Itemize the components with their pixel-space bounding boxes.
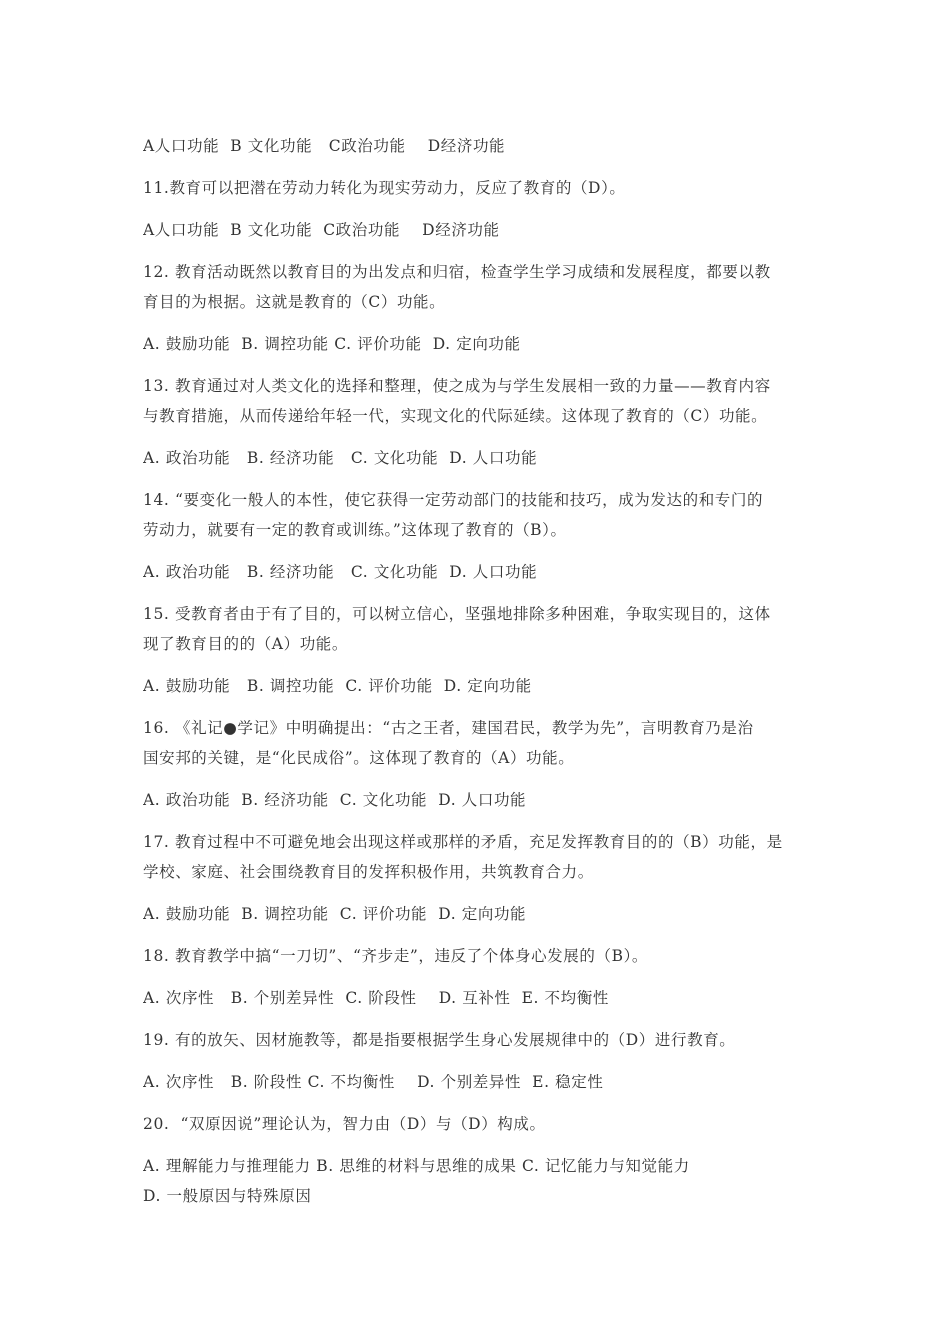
text-line: A. 鼓励功能 B. 调控功能 C. 评价功能 D. 定向功能 [143, 677, 532, 695]
question-stem [143, 371, 811, 431]
question-stem [143, 1025, 811, 1055]
question-stem [143, 827, 811, 887]
text-line: 16. 《礼记●学记》中明确提出：“古之王者，建国君民，教学为先”，言明教育乃是治 [143, 719, 754, 737]
question-stem [143, 713, 811, 773]
text-line: 育目的为根据。这就是教育的（C）功能。 [143, 293, 446, 311]
text-line: A. 政治功能 B. 经济功能 C. 文化功能 D. 人口功能 [143, 563, 538, 581]
question-stem [143, 1109, 811, 1139]
text-line: 与教育措施，从而传递给年轻一代，实现文化的代际延续。这体现了教育的（C）功能。 [143, 407, 768, 425]
document-content [143, 131, 811, 1211]
text-line: A. 次序性 B. 阶段性 C. 不均衡性 D. 个别差异性 E. 稳定性 [143, 1073, 604, 1091]
answer-options [143, 443, 811, 473]
text-line: 20. “双原因说”理论认为，智力由（D）与（D）构成。 [143, 1115, 546, 1133]
text-line: A. 次序性 B. 个别差异性 C. 阶段性 D. 互补性 E. 不均衡性 [143, 989, 609, 1007]
text-line: 18. 教育教学中搞“一刀切”、“齐步走”，违反了个体身心发展的（B）。 [143, 947, 649, 965]
text-line: 13. 教育通过对人类文化的选择和整理，使之成为与学生发展相一致的力量——教育内容 [143, 377, 771, 395]
text-line: 19. 有的放矢、因材施教等，都是指要根据学生身心发展规律中的（D）进行教育。 [143, 1031, 736, 1049]
text-line: D. 一般原因与特殊原因 [143, 1187, 312, 1205]
answer-options [143, 983, 811, 1013]
question-stem [143, 173, 811, 203]
question-stem [143, 941, 811, 971]
answer-options [143, 671, 811, 701]
text-line: 劳动力，就要有一定的教育或训练。”这体现了教育的（B）。 [143, 521, 567, 539]
answer-options [143, 329, 811, 359]
text-line: 12. 教育活动既然以教育目的为出发点和归宿，检查学生学习成绩和发展程度，都要以教 [143, 263, 771, 281]
answer-options [143, 215, 811, 245]
text-line: 现了教育目的的（A）功能。 [143, 635, 348, 653]
text-line: 国安邦的关键，是“化民成俗”。这体现了教育的（A）功能。 [143, 749, 575, 767]
text-line: A人口功能 B 文化功能 C政治功能 D经济功能 [143, 221, 500, 239]
answer-options [143, 131, 811, 161]
text-line: A. 鼓励功能 B. 调控功能 C. 评价功能 D. 定向功能 [143, 335, 521, 353]
question-stem [143, 257, 811, 317]
question-stem [143, 599, 811, 659]
answer-options [143, 557, 811, 587]
text-line: A. 政治功能 B. 经济功能 C. 文化功能 D. 人口功能 [143, 449, 538, 467]
text-line: 15. 受教育者由于有了目的，可以树立信心，坚强地排除多种困难，争取实现目的，这体 [143, 605, 771, 623]
text-line: 11.教育可以把潜在劳动力转化为现实劳动力，反应了教育的（D）。 [143, 179, 626, 197]
text-line: 17. 教育过程中不可避免地会出现这样或那样的矛盾，充足发挥教育目的的（B）功能，是 [143, 833, 783, 851]
answer-options [143, 899, 811, 929]
text-line: 14. “要变化一般人的本性，使它获得一定劳动部门的技能和技巧，成为发达的和专门的 [143, 491, 764, 509]
text-line: A. 理解能力与推理能力 B. 思维的材料与思维的成果 C. 记忆能力与知觉能力 [143, 1157, 690, 1175]
answer-options [143, 1151, 811, 1211]
answer-options [143, 785, 811, 815]
text-line: A人口功能 B 文化功能 C政治功能 D经济功能 [143, 137, 506, 155]
text-line: A. 鼓励功能 B. 调控功能 C. 评价功能 D. 定向功能 [143, 905, 527, 923]
answer-options [143, 1067, 811, 1097]
question-stem [143, 485, 811, 545]
text-line: A. 政治功能 B. 经济功能 C. 文化功能 D. 人口功能 [143, 791, 527, 809]
text-line: 学校、家庭、社会围绕教育目的发挥积极作用，共筑教育合力。 [143, 863, 594, 881]
